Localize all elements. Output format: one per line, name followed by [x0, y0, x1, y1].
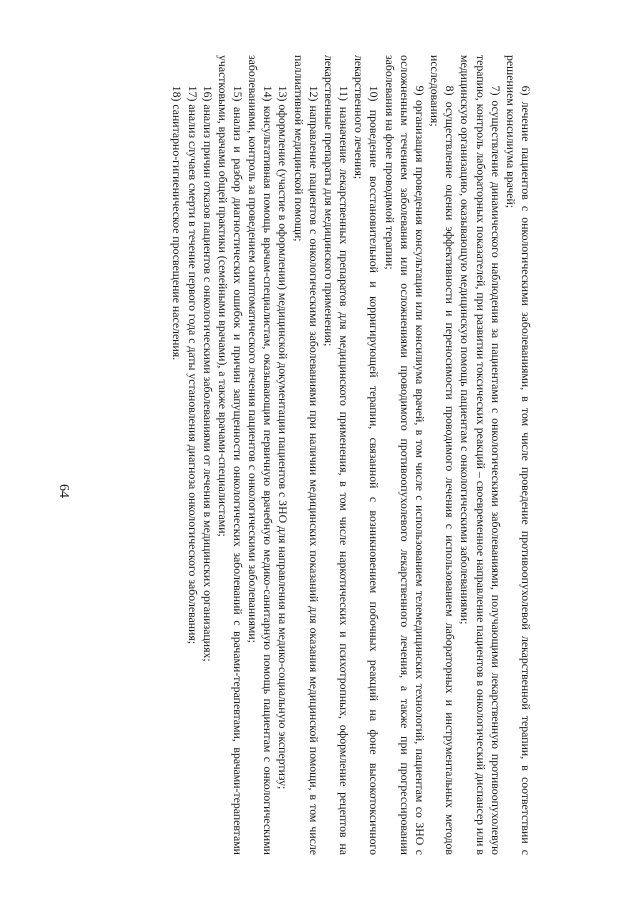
- paragraph-item-15: 15) анализ и разбор диагностических ошибок и причин запущенности онкологических заболеваний с врачами-терапевтами, врачами-терапевтами участковыми, врачами общей практики (семейными врачами), а также врачами-специалистами;: [215, 55, 246, 855]
- paragraph-item-18: 18) санитарно-гигиеническое просвещение населения.: [170, 85, 185, 361]
- paragraph-item-6: 6) лечение пациентов с онкологическими заболеваниями, в том числе проведение противоопухолевой лекарственной терапии, в соответствии с решением консилиума врачей;: [503, 55, 533, 855]
- page-number: 64: [56, 484, 71, 498]
- paragraph-item-14: 14) консультативная помощь врачам-специалистам, оказывающим первичную врачебную медико-санитарную помощь пациентам с онкологическими заболеваниями, контроль за проведением симптоматического лечения пациентов с онкологическими заболеваниями;: [246, 55, 276, 855]
- paragraph-item-11: 11) назначение лекарственных препаратов для медицинского применения, в том числе наркотических и психотропных, оформление рецептов на лекарственные препараты для медицинского применения;: [321, 55, 352, 855]
- paragraph-item-13: 13) оформление (участие в оформлении) медицинской документации пациентов с ЗНО для направления на медико-социальную экспертизу;: [276, 85, 291, 790]
- paragraph-item-12: 12) направление пациентов с онкологическими заболеваниями при наличии медицинских показаний для оказания медицинской помощи, в том числе паллиативной медицинской помощи;: [291, 55, 321, 855]
- paragraph-item-7: 7) осуществление динамического наблюдения за пациентами с онкологическими заболеваниями, получающими лекарственную противоопухолевую терапию, контроль лабораторных показателей, при развитии токсических реакций – своевременное направление пациентов в онкологический диспансер или в медицинскую организацию, оказывающую медицинскую помощь пациентам с онкологическими заболеваниями;: [458, 55, 503, 855]
- paragraph-item-9: 9) организация проведения консультации или консилиума врачей, в том числе с использованием телемедицинских технологий, пациентам со ЗНО с осложненным течением заболевания или осложнениями проводимого противоопухолевого лекарственного лечения, а также при прогрессировании заболевания на фоне проводимой терапии;: [382, 55, 427, 855]
- document-body: [18, 55, 533, 855]
- paragraph-item-17: 17) анализ случаев смерти в течение первого года с даты установления диагноза онкологического заболевания;: [185, 85, 200, 645]
- paragraph-item-16: 16) анализ причин отказов пациентов с онкологическими заболеваниями от лечения в медицинских организациях;: [200, 85, 215, 662]
- paragraph-item-8: 8) осуществление оценки эффективности и переносимости проводимого лечения с использованием лабораторных и инструментальных методов исследования;: [428, 55, 458, 855]
- paragraph-item-10: 10) проведение восстановительной и корригирующей терапии, связанной с возникновением побочных реакций на фоне высокотоксичного лекарственного лечения;: [352, 55, 382, 855]
